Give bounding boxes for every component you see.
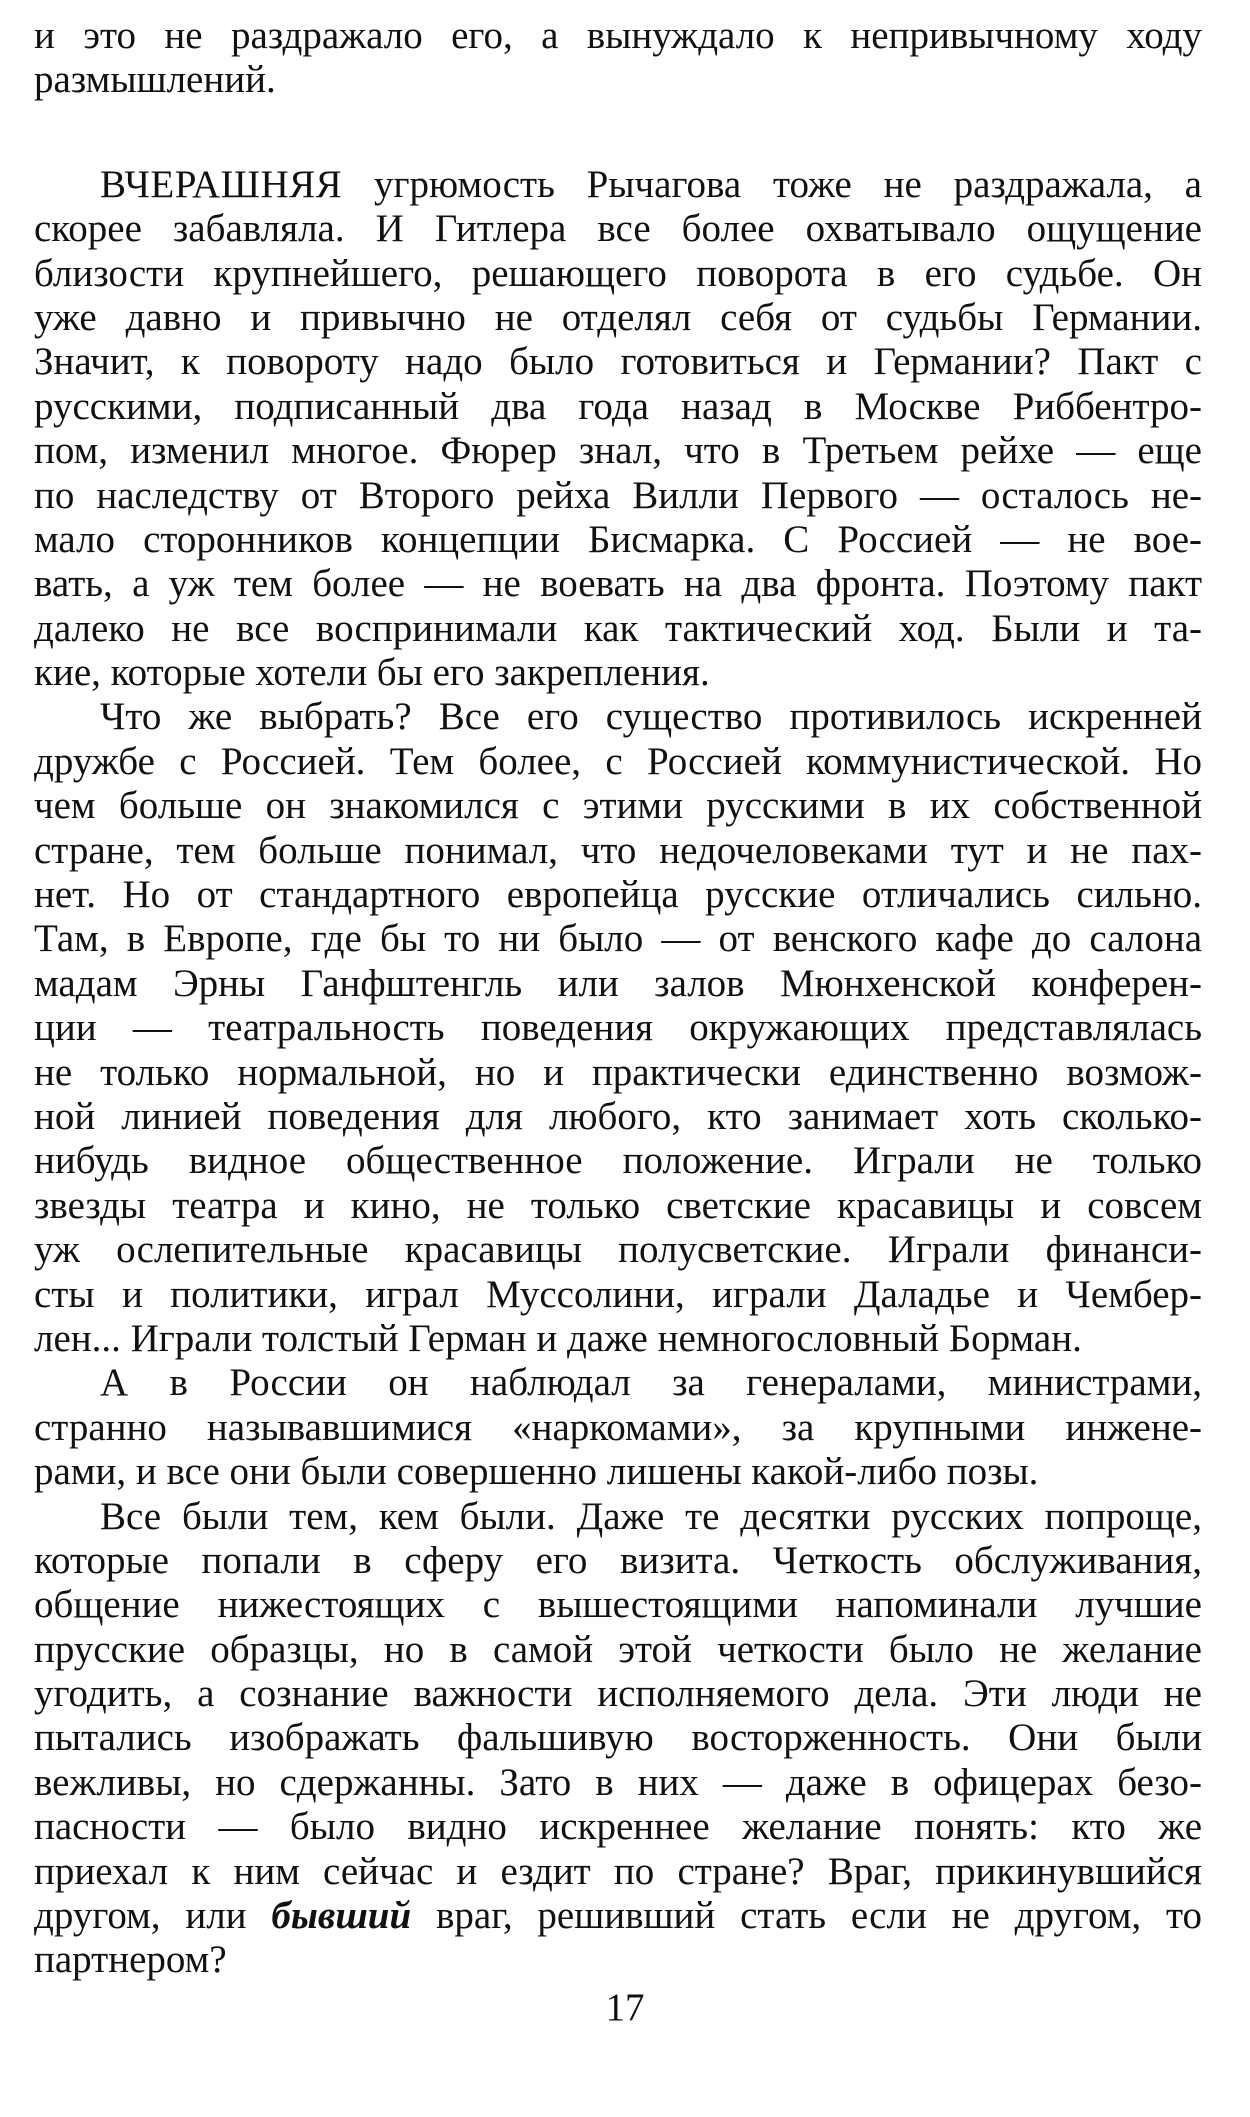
paragraph [34, 695, 1202, 1361]
text-line: общение нижестоящих с вышестоящими напоминали лучшие [34, 1583, 1202, 1627]
text-line: нет. Но от стандартного европейца русские отличались сильно. [34, 873, 1202, 917]
text-line: и это не раздражало его, а вынуждало к непривычному ходу [34, 14, 1202, 57]
text-line: скорее забавляла. И Гитлера все более охватывало ощущение [34, 207, 1202, 251]
text-line: ции — театральность поведения окружающих представлялась [34, 1006, 1202, 1050]
text-line: странно называвшимися «наркомами», за крупными инжене- [34, 1405, 1202, 1449]
text-line: звезды театра и кино, не только светские красавицы и совсем [34, 1183, 1202, 1227]
text-line [34, 163, 1202, 207]
text-line: Что же выбрать? Все его существо противилось искренней [100, 695, 1202, 739]
text-line: рами, и все они были совершенно лишены какой-либо позы. [34, 1450, 1039, 1494]
text-span: другом, или [34, 1894, 272, 1938]
page-number: 17 [605, 1986, 645, 2029]
text-line: кие, которые хотели бы его закрепления. [34, 651, 710, 695]
text-line: мало сторонников концепции Бисмарка. С Россией — не вое- [34, 517, 1202, 561]
text-line: сты и политики, играл Муссолини, играли Даладье и Чембер- [34, 1272, 1202, 1316]
paragraph [34, 1361, 1202, 1494]
text-line [34, 1894, 1202, 1938]
text-line: вать, а уж тем более — не воевать на два фронта. Поэтому пакт [34, 562, 1202, 606]
text-span: угрюмость Рычагова тоже не раздражала, а [342, 162, 1202, 206]
text-line: уже давно и привычно не отделял себя от судьбы Германии. [34, 295, 1202, 339]
text-line: угодить, а сознание важности исполняемого дела. Эти люди не [34, 1672, 1202, 1716]
text-line: мадам Эрны Ганфштенгль или залов Мюнхенской конферен- [34, 961, 1202, 1005]
text-line: прусские образцы, но в самой этой четкости было не желание [34, 1627, 1202, 1671]
paragraph [34, 163, 1202, 696]
text-line: нибудь видное общественное положение. Играли не только [34, 1139, 1202, 1183]
text-line: дружбе с Россией. Тем более, с Россией коммунистической. Но [34, 739, 1202, 783]
text-line: пасности — было видно искреннее желание понять: кто же [34, 1805, 1202, 1849]
section-lead-caps: ВЧЕРАШНЯЯ [100, 162, 343, 206]
section-break [34, 103, 1202, 163]
text-line: лен... Играли толстый Герман и даже немногословный Борман. [34, 1316, 1082, 1360]
emphasized-word: бывший [271, 1894, 412, 1938]
text-line: А в России он наблюдал за генералами, министрами, [100, 1361, 1202, 1405]
text-line: далеко не все воспринимали как тактический ход. Были и та- [34, 606, 1202, 650]
text-line: пом, изменил многое. Фюрер знал, что в Третьем рейхе — еще [34, 429, 1202, 473]
text-line: которые попали в сферу его визита. Четкость обслуживания, [34, 1538, 1202, 1582]
text-line: приехал к ним сейчас и ездит по стране? Враг, прикинувшийся [34, 1849, 1202, 1893]
paragraph [34, 1495, 1202, 1983]
text-line: уж ослепительные красавицы полусветские. Играли финанси- [34, 1228, 1202, 1272]
text-line: русскими, подписанный два года назад в Москве Риббентро- [34, 384, 1202, 428]
book-page [34, 14, 1202, 1983]
paragraph [34, 14, 1202, 103]
text-line: ной линией поведения для любого, кто занимает хоть сколько- [34, 1094, 1202, 1138]
text-line: Там, в Европе, где бы то ни было — от венского кафе до салона [34, 917, 1202, 961]
text-line: пытались изображать фальшивую восторженность. Они были [34, 1716, 1202, 1760]
text-span: враг, решивший стать если не другом, то [411, 1894, 1202, 1938]
text-line: партнером? [34, 1938, 227, 1982]
text-line: по наследству от Второго рейха Вилли Первого — осталось не- [34, 473, 1202, 517]
text-line: близости крупнейшего, решающего поворота в его судьбе. Он [34, 251, 1202, 295]
text-line: не только нормальной, но и практически единственно возмож- [34, 1050, 1202, 1094]
text-line: вежливы, но сдержанны. Зато в них — даже в офицерах безо- [34, 1760, 1202, 1804]
text-line: Все были тем, кем были. Даже те десятки русских попроще, [100, 1494, 1202, 1538]
text-line: чем больше он знакомился с этими русскими в их собственной [34, 784, 1202, 828]
text-line: Значит, к повороту надо было готовиться и Германии? Пакт с [34, 340, 1202, 384]
text-line: стране, тем больше понимал, что недочеловеками тут и не пах- [34, 828, 1202, 872]
text-line: размышлений. [34, 58, 276, 102]
